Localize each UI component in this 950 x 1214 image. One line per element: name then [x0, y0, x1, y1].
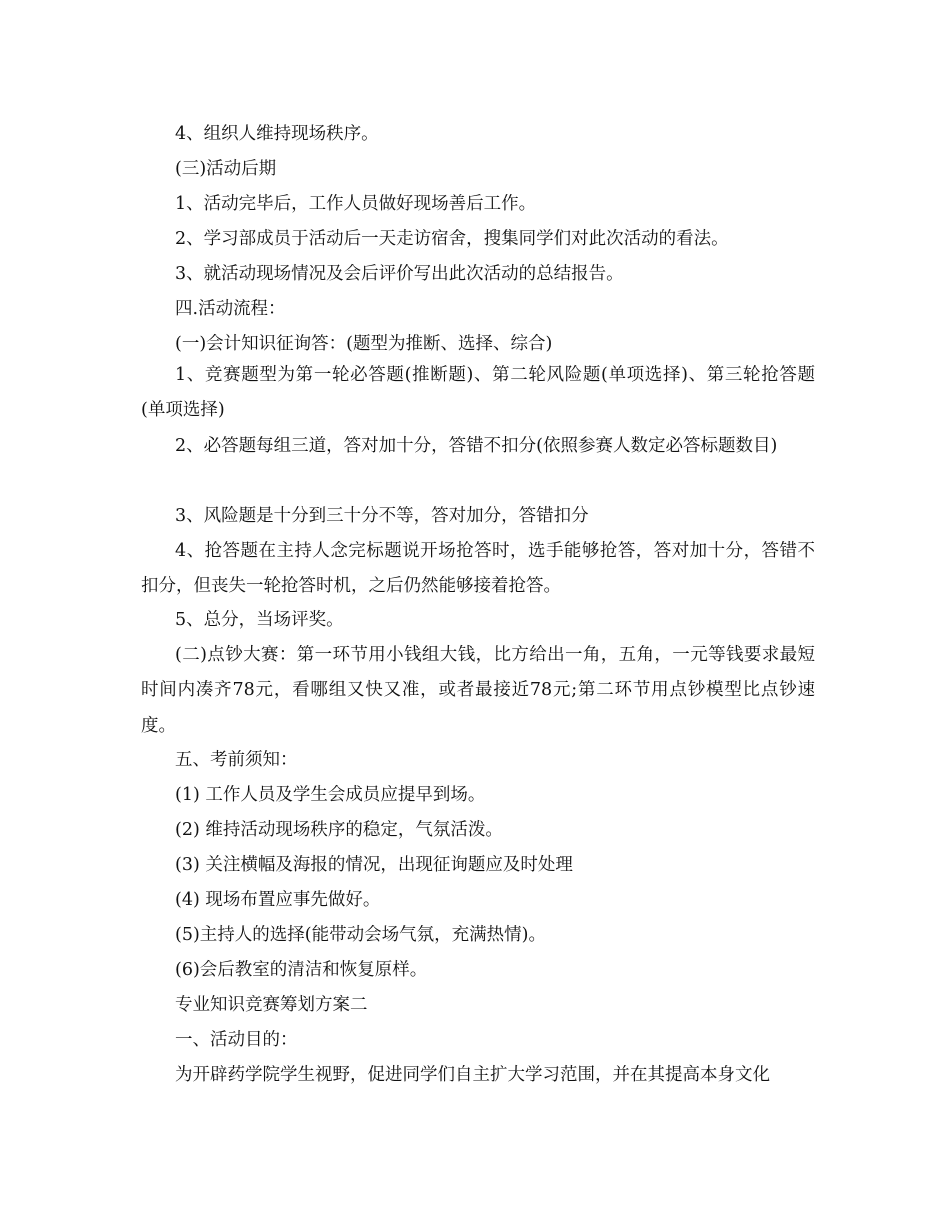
note-item-4: (4) 现场布置应事先做好。: [175, 890, 381, 910]
section-heading-notes: 五、考前须知：: [175, 750, 298, 770]
note-item-3: (3) 关注横幅及海报的情况，出现征询题应及时处理: [175, 855, 573, 875]
paragraph-summary-report: 3、就活动现场情况及会后评价写出此次活动的总结报告。: [175, 264, 624, 284]
note-item-6: (6)会后教室的清洁和恢复原样。: [175, 960, 428, 980]
note-item-2: (2) 维持活动现场秩序的稳定，气氛活泼。: [175, 820, 503, 840]
paragraph-rush-questions: 4、抢答题在主持人念完标题说开场抢答时，选手能够抢答，答对加十分，答错不扣分，但丧失一轮抢答时机，之后仍然能够接着抢答。: [141, 541, 815, 597]
section-heading-post-activity: (三)活动后期: [175, 159, 277, 179]
paragraph-cleanup: 1、活动完毕后，工作人员做好现场善后工作。: [175, 194, 537, 214]
paragraph-risk-questions: 3、风险题是十分到三十分不等，答对加分，答错扣分: [175, 506, 589, 526]
plan-two-title: 专业知识竞赛筹划方案二: [175, 995, 368, 1015]
section-heading-purpose: 一、活动目的：: [175, 1030, 298, 1050]
note-item-5: (5)主持人的选择(能带动会场气氛，充满热情)。: [175, 925, 546, 945]
paragraph-item-4-order: 4、组织人维持现场秩序。: [175, 124, 379, 144]
paragraph-money-counting: (二)点钞大赛：第一环节用小钱组大钱，比方给出一角，五角，一元等钱要求最短时间内凑齐78元，看哪组又快又准，或者最接近78元;第二环节用点钞模型比点钞速度。: [141, 645, 815, 736]
paragraph-quiz-format: 1、竞赛题型为第一轮必答题(推断题)、第二轮风险题(单项选择)、第三轮抢答题(单项选择): [141, 365, 815, 421]
paragraph-purpose: 为开辟药学院学生视野，促进同学们自主扩大学习范围，并在其提高本身文化: [175, 1065, 770, 1085]
section-heading-quiz: (一)会计知识征询答：(题型为推断、选择、综合): [175, 334, 553, 354]
section-heading-process: 四.活动流程：: [175, 299, 286, 319]
paragraph-scoring: 5、总分，当场评奖。: [175, 610, 344, 630]
paragraph-survey: 2、学习部成员于活动后一天走访宿舍，搜集同学们对此次活动的看法。: [175, 229, 729, 249]
paragraph-required-questions: 2、必答题每组三道，答对加十分，答错不扣分(依照参赛人数定必答标题数目): [175, 436, 778, 456]
note-item-1: (1) 工作人员及学生会成员应提早到场。: [175, 785, 486, 805]
